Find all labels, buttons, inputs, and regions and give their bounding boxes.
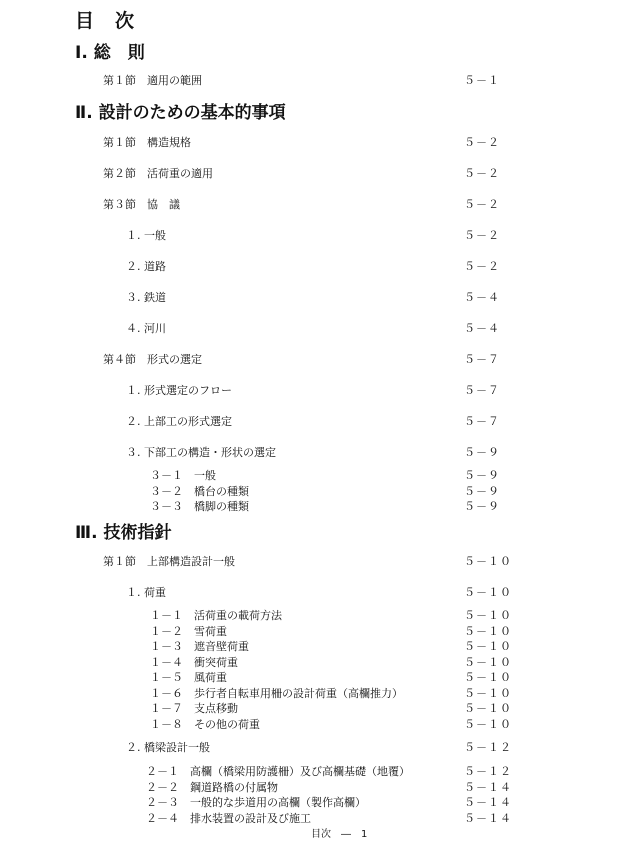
toc-entry-page: ５－１２ [464,741,512,754]
toc-entry-label: ２－１ 高欄（橋梁用防護柵）及び高欄基礎（地覆） [146,765,410,778]
toc-entry-page: ５－１０ [464,586,512,599]
toc-entry-label: ２－３ 一般的な歩道用の高欄（製作高欄） [146,796,366,809]
toc-entry-label: １－５ 風荷重 [150,671,227,684]
toc-entry-page: ５－４ [464,322,500,335]
toc-entry-label: 第１節 適用の範囲 [103,74,202,87]
toc-entry-page: ５－１ [464,74,500,87]
toc-entry-label: １－２ 雪荷重 [150,625,227,638]
toc-entry-page: ５－４ [464,291,500,304]
toc-entry-label: 第１節 構造規格 [103,136,191,149]
toc-entry-page: ５－１０ [464,671,512,684]
chapter-heading-1: Ⅰ. 総 則 [75,43,145,63]
toc-entry-label: ２. 上部工の形式選定 [126,415,232,428]
toc-entry-page: ５－１４ [464,781,512,794]
toc-entry-label: １－８ その他の荷重 [150,718,260,731]
toc-entry-page: ５－２ [464,260,500,273]
toc-entry-page: ５－９ [464,485,500,498]
toc-entry-label: １. 荷重 [126,586,166,599]
toc-entry-label: ２－４ 排水装置の設計及び施工 [146,812,311,825]
toc-entry-page: ５－２ [464,136,500,149]
toc-entry-page: ５－７ [464,384,500,397]
toc-entry-label: ２. 道路 [126,260,166,273]
toc-entry-page: ５－１０ [464,640,512,653]
toc-entry-page: ５－１０ [464,687,512,700]
toc-entry-page: ５－１４ [464,796,512,809]
toc-entry-label: ３－３ 橋脚の種類 [150,500,249,513]
toc-entry-label: １－１ 活荷重の載荷方法 [150,609,282,622]
toc-entry-label: 第３節 協 議 [103,198,180,211]
toc-entry-label: ３－２ 橋台の種類 [150,485,249,498]
toc-entry-label: ２. 橋梁設計一般 [126,741,210,754]
toc-entry-page: ５－９ [464,446,500,459]
toc-entry-label: 第４節 形式の選定 [103,353,202,366]
toc-entry-page: ５－９ [464,500,500,513]
toc-entry-label: １－６ 歩行者自転車用柵の設計荷重（高欄推力） [150,687,403,700]
toc-entry-label: ２－２ 鋼道路橋の付属物 [146,781,278,794]
toc-entry-page: ５－９ [464,469,500,482]
toc-entry-label: １－３ 遮音壁荷重 [150,640,249,653]
toc-entry-label: １. 形式選定のフロー [126,384,232,397]
toc-entry-label: １－４ 衝突荷重 [150,656,238,669]
toc-entry-page: ５－１０ [464,656,512,669]
toc-entry-page: ５－２ [464,167,500,180]
toc-entry-page: ５－７ [464,415,500,428]
toc-entry-label: ３. 下部工の構造・形状の選定 [126,446,276,459]
toc-entry-page: ５－２ [464,229,500,242]
toc-entry-page: ５－１４ [464,812,512,825]
toc-entry-label: ４. 河川 [126,322,166,335]
page-title: 目 次 [75,10,136,32]
toc-entry-label: ３－１ 一般 [150,469,216,482]
toc-entry-label: 第１節 上部構造設計一般 [103,555,235,568]
toc-entry-page: ５－１０ [464,609,512,622]
toc-entry-page: ５－１０ [464,702,512,715]
toc-entry-label: １. 一般 [126,229,166,242]
chapter-heading-3: Ⅲ. 技術指針 [75,523,172,543]
toc-entry-page: ５－１２ [464,765,512,778]
toc-entry-label: １－７ 支点移動 [150,702,238,715]
toc-entry-label: 第２節 活荷重の適用 [103,167,213,180]
toc-entry-page: ５－２ [464,198,500,211]
chapter-heading-2: Ⅱ. 設計のための基本的事項 [75,103,286,123]
page-footer: 目次 ― 1 [311,829,368,840]
toc-entry-page: ５－１０ [464,625,512,638]
toc-entry-page: ５－１０ [464,718,512,731]
toc-entry-page: ５－７ [464,353,500,366]
toc-entry-page: ５－１０ [464,555,512,568]
toc-entry-label: ３. 鉄道 [126,291,166,304]
